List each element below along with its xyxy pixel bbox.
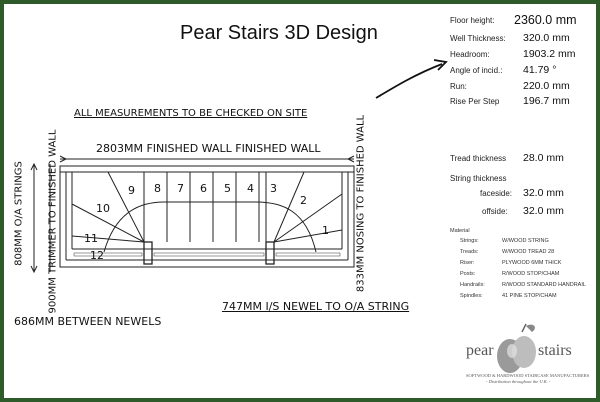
material-label: Handrails: [460, 282, 485, 288]
step-number: 4 [247, 182, 254, 195]
material-value: 41 PINE STOP/CHAM [502, 293, 557, 299]
string-thickness-heading: String thickness [450, 174, 507, 183]
step-number: 9 [128, 184, 135, 197]
step-number: 11 [84, 232, 98, 245]
measure-note: ALL MEASUREMENTS TO BE CHECKED ON SITE [74, 108, 308, 119]
spec-value: 2360.0 mm [514, 13, 577, 27]
spec-label: Angle of incid.: [450, 66, 503, 75]
dimension-left-inner-label: 900MM TRIMMER TO FINISHED WALL [47, 129, 59, 314]
dimension-left-outer-label: 808MM O/A STRINGS [13, 161, 25, 266]
material-label: Treads: [460, 249, 479, 255]
spec-label: Run: [450, 82, 467, 91]
material-value: W/WOOD TREAD 28 [502, 249, 555, 255]
step-number: 5 [224, 182, 231, 195]
spec-label: Floor height: [450, 16, 495, 25]
logo-subtagline: - Distribution throughout the U.K. - [486, 379, 551, 384]
drawing-canvas [4, 4, 596, 398]
material-label: Riser: [460, 260, 475, 266]
logo-word-left: pear [466, 342, 494, 359]
material-label: Spindles: [460, 293, 483, 299]
page-title: Pear Stairs 3D Design [180, 22, 378, 44]
step-number: 2 [300, 194, 307, 207]
tread-thickness-value: 28.0 mm [523, 152, 564, 164]
faceside-value: 32.0 mm [523, 187, 564, 199]
step-number: 7 [177, 182, 184, 195]
spec-value: 220.0 mm [523, 80, 570, 92]
spec-label: Rise Per Step [450, 97, 500, 106]
step-number: 6 [200, 182, 207, 195]
material-label: Strings: [460, 238, 479, 244]
dimension-bottom-left-label: 686MM BETWEEN NEWELS [14, 315, 162, 328]
step-number: 10 [96, 202, 110, 215]
material-value: PLYWOOD 6MM THICK [502, 260, 562, 266]
pear-logo-icon [4, 4, 596, 398]
dimension-right-label: 833MM NOSING TO FINISHED WALL [355, 114, 367, 293]
material-value: R/WOOD STOP/CHAM [502, 271, 560, 277]
dimension-top-label: 2803MM FINISHED WALL FINISHED WALL [96, 142, 321, 155]
tread-thickness-label: Tread thickness [450, 154, 507, 163]
step-number: 3 [270, 182, 277, 195]
logo-tagline: SOFTWOOD & HARDWOOD STAIRCASE MANUFACTURERS [466, 373, 590, 378]
logo-word-right: stairs [538, 342, 572, 359]
offside-label: offside: [482, 207, 508, 216]
spec-label: Well Thickness: [450, 34, 506, 43]
spec-value: 41.79 ° [523, 64, 557, 76]
step-number: 12 [90, 249, 104, 262]
spec-value: 1903.2 mm [523, 48, 576, 60]
material-value: R/WOOD STANDARD HANDRAIL [502, 282, 586, 288]
dimension-bottom-right-label: 747MM I/S NEWEL TO O/A STRING [222, 300, 410, 313]
material-heading: Material [450, 228, 470, 234]
step-number: 1 [322, 224, 329, 237]
offside-value: 32.0 mm [523, 205, 564, 217]
step-number: 8 [154, 182, 161, 195]
faceside-label: faceside: [480, 189, 513, 198]
spec-value: 196.7 mm [523, 95, 570, 107]
material-value: W/WOOD STRING [502, 238, 549, 244]
spec-value: 320.0 mm [523, 32, 570, 44]
material-label: Posts: [460, 271, 476, 277]
spec-label: Headroom: [450, 50, 490, 59]
